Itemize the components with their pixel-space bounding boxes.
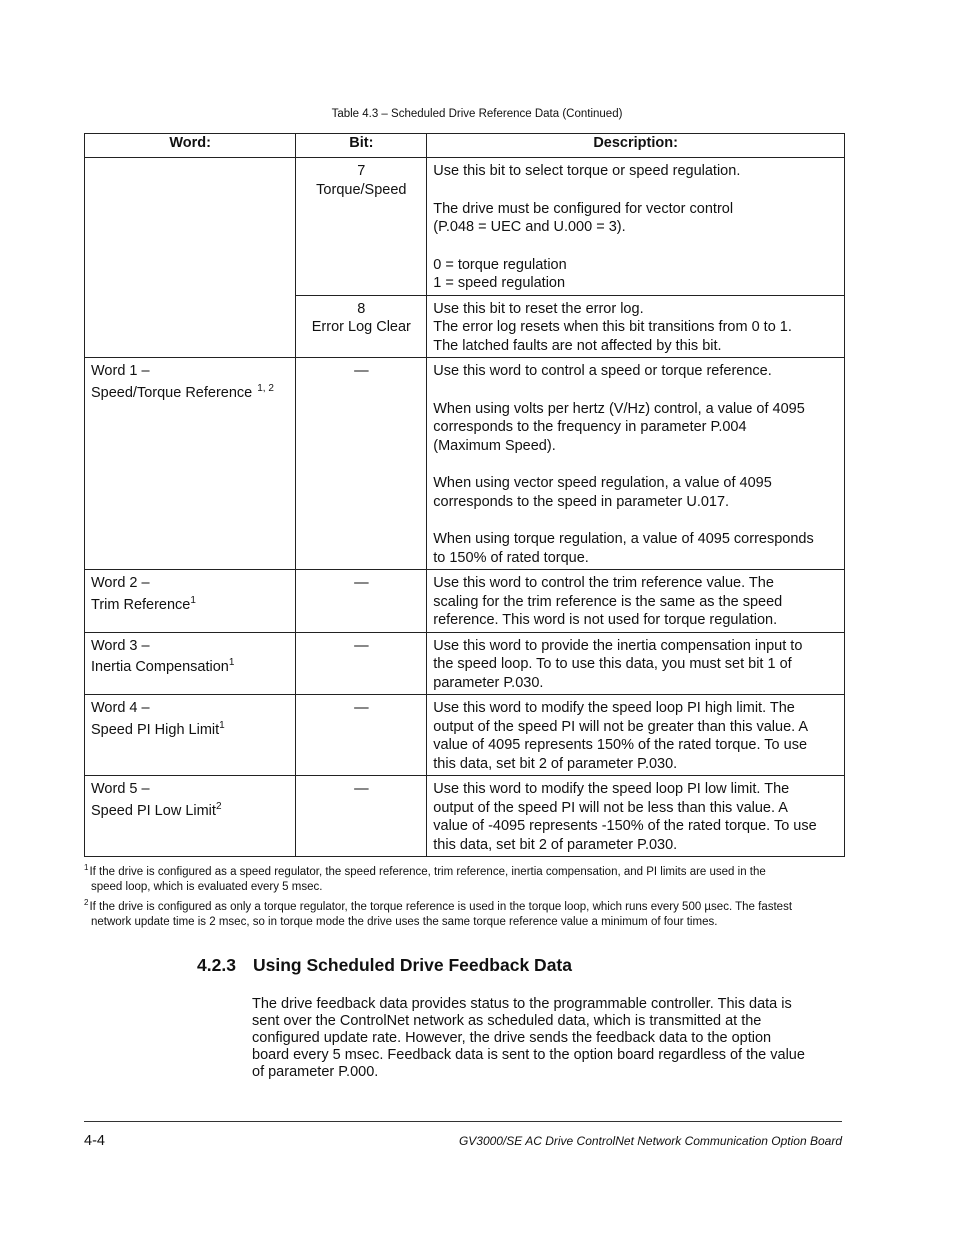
description-line: corresponds to the speed in parameter U.017. xyxy=(433,493,730,510)
description-line: Use this word to control a speed or torque reference. xyxy=(433,363,772,379)
footnote-reference: 2 xyxy=(215,800,222,812)
description-line: The latched faults are not affected by this bit. xyxy=(433,337,722,354)
footnote-text: network update time is 2 msec, so in torque mode the drive uses the same torque reference value a minimum of four times. xyxy=(91,916,718,928)
word-name xyxy=(91,384,289,403)
description-line: (Maximum Speed). xyxy=(433,437,556,454)
paragraph-gap xyxy=(433,237,838,256)
description-line: this data, set bit 2 of parameter P.030. xyxy=(433,755,678,772)
bit-number: 7 xyxy=(357,163,366,179)
description-line: the speed loop. To to use this data, you must set bit 1 of xyxy=(433,656,792,672)
word-number: Word 1 – xyxy=(91,363,150,379)
paragraph-line: board every 5 msec. Feedback data is sent to the option board regardless of the value xyxy=(252,1047,805,1063)
word-name-text: Inertia Compensation xyxy=(91,659,229,675)
table-row xyxy=(85,776,845,857)
word-name xyxy=(91,721,289,740)
description-line: When using volts per hertz (V/Hz) control, a value of 4095 xyxy=(433,400,805,417)
description-cell xyxy=(427,358,845,570)
word-cell xyxy=(85,776,296,857)
table-row xyxy=(85,632,845,695)
footnote-reference: 1 xyxy=(228,657,235,668)
body-paragraph xyxy=(252,996,844,1081)
description-line: The error log resets when this bit transitions from 0 to 1. xyxy=(433,319,792,335)
footnote-reference: 1 xyxy=(219,719,225,731)
word-name-text: Speed PI Low Limit xyxy=(91,802,216,819)
table-row xyxy=(85,358,845,570)
footnote-1 xyxy=(84,865,844,895)
word-name-text: Speed/Torque Reference xyxy=(91,384,253,401)
footnote-mark: 2 xyxy=(84,898,89,907)
description-line: When using vector speed regulation, a value of 4095 xyxy=(433,475,772,491)
description-line: reference. This word is not used for torque regulation. xyxy=(433,612,778,628)
description-cell xyxy=(427,776,845,857)
section-title: Using Scheduled Drive Feedback Data xyxy=(253,955,572,975)
table-row xyxy=(85,158,845,296)
description-line: corresponds to the frequency in parameter P.004 xyxy=(433,419,747,435)
header-word: Word: xyxy=(85,134,296,158)
footnote-text: speed loop, which is evaluated every 5 msec. xyxy=(91,881,323,893)
footnote-mark: 1 xyxy=(84,863,89,872)
description-line: 1 = speed regulation xyxy=(433,275,566,291)
description-line: parameter P.030. xyxy=(433,674,544,691)
section-heading xyxy=(197,955,572,976)
word-number: Word 3 – xyxy=(91,637,150,654)
paragraph-gap xyxy=(433,181,838,200)
word-cell xyxy=(85,158,296,358)
word-name xyxy=(91,802,289,821)
description-line: When using torque regulation, a value of 4095 corresponds xyxy=(433,531,814,547)
bit-name: Error Log Clear xyxy=(311,319,411,335)
bit-cell: — xyxy=(296,695,427,776)
word-cell xyxy=(85,570,296,633)
scheduled-drive-reference-table xyxy=(84,133,845,857)
table-row xyxy=(85,695,845,776)
bit-cell: — xyxy=(296,358,427,570)
document-title: GV3000/SE AC Drive ControlNet Network Communication Option Board xyxy=(458,1134,842,1148)
description-line: Use this bit to select torque or speed regulation. xyxy=(433,163,741,179)
bit-name: Torque/Speed xyxy=(316,181,407,198)
word-cell xyxy=(85,358,296,570)
description-line: Use this word to control the trim reference value. The xyxy=(433,575,774,591)
description-line: The drive must be configured for vector control xyxy=(433,200,734,217)
description-line: to 150% of rated torque. xyxy=(433,549,589,566)
description-line: Use this word to modify the speed loop PI low limit. The xyxy=(433,781,790,797)
bit-cell xyxy=(296,295,427,358)
footnote-text: If the drive is configured as a speed regulator, the speed reference, trim reference, inertia compensation, and PI limits are used in the xyxy=(89,866,766,878)
word-number: Word 4 – xyxy=(91,700,150,716)
table-row xyxy=(85,570,845,633)
bit-cell: — xyxy=(296,570,427,633)
description-cell xyxy=(427,695,845,776)
bit-number: 8 xyxy=(357,300,366,317)
description-cell xyxy=(427,295,845,358)
word-number: Word 2 – xyxy=(91,575,150,591)
word-name-text: Speed PI High Limit xyxy=(91,721,220,738)
paragraph-line: configured update rate. However, the drive sends the feedback data to the option xyxy=(252,1030,772,1046)
description-line: value of -4095 represents -150% of the rated torque. To use xyxy=(433,818,817,834)
footer-divider xyxy=(84,1121,842,1122)
footnote-2 xyxy=(84,900,844,930)
description-line: output of the speed PI will not be less than this value. A xyxy=(433,799,788,816)
description-cell xyxy=(427,158,845,296)
description-line: Use this word to modify the speed loop PI high limit. The xyxy=(433,700,795,716)
description-line: Use this word to provide the inertia compensation input to xyxy=(433,637,803,654)
footnote-reference: 1 xyxy=(190,594,196,606)
bit-cell xyxy=(296,158,427,296)
paragraph-gap xyxy=(433,511,838,530)
description-line: this data, set bit 2 of parameter P.030. xyxy=(433,836,678,853)
section-number: 4.2.3 xyxy=(197,955,236,975)
word-name xyxy=(91,658,289,677)
bit-cell: — xyxy=(296,776,427,857)
header-description: Description: xyxy=(427,134,845,158)
description-line: output of the speed PI will not be greater than this value. A xyxy=(433,718,809,735)
table-caption: Table 4.3 – Scheduled Drive Reference Data (Continued) xyxy=(331,108,623,120)
description-line: value of 4095 represents 150% of the rated torque. To use xyxy=(433,737,808,753)
description-line: 0 = torque regulation xyxy=(433,256,567,273)
description-cell xyxy=(427,570,845,633)
word-cell xyxy=(85,632,296,695)
description-line: (P.048 = UEC and U.000 = 3). xyxy=(433,219,626,235)
paragraph-gap xyxy=(433,381,838,400)
table-header-row xyxy=(85,134,845,158)
footnote-text: If the drive is configured as only a torque regulator, the torque reference is used in the torque loop, which runs every 500 µsec. The fastest xyxy=(89,901,793,913)
word-number: Word 5 – xyxy=(91,781,150,797)
word-name-text: Trim Reference xyxy=(91,596,191,613)
bit-cell: — xyxy=(296,632,427,695)
footnote-reference: 1, 2 xyxy=(257,382,274,394)
word-name xyxy=(91,596,289,615)
word-cell xyxy=(85,695,296,776)
description-line: scaling for the trim reference is the same as the speed xyxy=(433,593,783,610)
paragraph-line: sent over the ControlNet network as scheduled data, which is transmitted at the xyxy=(252,1013,762,1029)
paragraph-gap xyxy=(433,455,838,474)
paragraph-line: of parameter P.000. xyxy=(252,1064,379,1080)
paragraph-line: The drive feedback data provides status to the programmable controller. This data is xyxy=(252,996,792,1012)
description-cell xyxy=(427,632,845,695)
page-number: 4-4 xyxy=(84,1133,105,1149)
header-bit: Bit: xyxy=(296,134,427,158)
description-line: Use this bit to reset the error log. xyxy=(433,300,644,317)
